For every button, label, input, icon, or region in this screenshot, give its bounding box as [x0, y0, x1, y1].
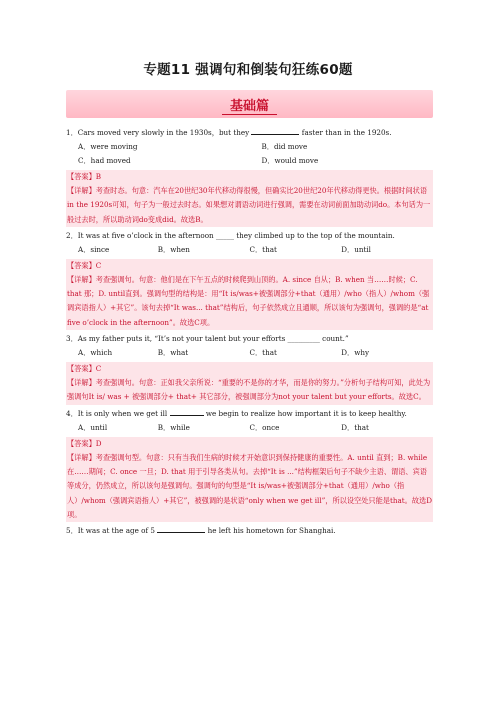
question-stem: 5．It was at the age of 5 he left his hometown for Shanghai. — [66, 526, 336, 536]
option-b: B．did move — [261, 142, 308, 151]
options-row — [66, 243, 433, 257]
answer-label: 【答案】D — [67, 438, 102, 448]
option-a: A．since — [78, 244, 110, 254]
answer-box — [66, 170, 433, 227]
question-3 — [66, 332, 433, 405]
explanation: 【详解】考查强调句型。句意：只有当我们生病的时候才开始意识到保持健康的重要性。A. until 直到；B. while 在……期间；C. once 一旦；D. that 用于引导各类从句。去掉“It is ...”结构框架后句子不缺少主语、谓语、宾语等成分，仍然成立，所以该句是强调句。强调句的句型是“It is/was+被强调部分+that（通用）/who（指人）/whom（强调宾语指人）+其它”，被强调的是状语“only when we get ill”，所以设空处只能是that。故选D项。 — [67, 452, 433, 519]
option-d: D．that — [341, 422, 369, 432]
options-row — [66, 140, 433, 154]
option-d: D．why — [341, 348, 370, 358]
question-list — [66, 126, 433, 538]
answer-blank — [170, 407, 204, 416]
option-c: C．that — [249, 348, 277, 358]
option-d: D．until — [341, 244, 371, 254]
answer-box — [66, 437, 433, 522]
options-row — [66, 421, 433, 435]
section-title: 基础篇 — [222, 99, 277, 115]
answer-blank — [157, 524, 205, 533]
question-stem: 1．Cars moved very slowly in the 1930s，but they faster than in the 1920s. — [66, 128, 392, 137]
question-4 — [66, 407, 433, 522]
answer-label: 【答案】C — [67, 364, 102, 374]
options-row — [66, 346, 433, 360]
explanation: 【详解】考查时态。句意：汽车在20世纪30年代移动得很慢，但确实比20世纪20年代移动得更快。根据时间状语 in the 1920s可知，句子为一般过去时态。如果想对谓语动词进行强调，需要在动词前面加助动词do。本句话为一般过去时，所以助动词do变成did。故选B。 — [67, 186, 431, 224]
options-row — [66, 154, 433, 168]
answer-label: 【答案】B — [67, 172, 102, 181]
question-stem: 4．It is only when we get ill we begin to realize how important it is to keep healthy. — [66, 408, 407, 418]
section-banner — [66, 90, 433, 118]
option-c: C．once — [249, 422, 280, 432]
question-stem: 3．As my father puts it, “It’s not your talent but your efforts _________ count.” — [66, 334, 349, 344]
option-a: A．which — [78, 348, 113, 358]
explanation: 【详解】考查强调句。句意：正如我父亲所说：“重要的不是你的才华，而是你的努力。”分析句子结构可知，此处为强调句It is/ was + 被强调部分+ that+ 其它部分，被强调部分为not your talent but your efforts。故选C。 — [67, 378, 431, 402]
answer-blank — [251, 126, 299, 135]
explanation: 【详解】考查强调句。句意：他们是在下午五点的时候爬到山顶的。A. since 自从；B. when 当……时候；C. that 那；D. until直到。强调句型的结构是：用“It is/was+被强调部分+that（通用）/who（指人）/whom（强调宾语指人）+其它”。该句去掉“It was... that”结构后，句子依然成立且通顺，所以该句为强调句，强调的是“at five o’clock in the afternoon”。故选C项。 — [67, 274, 430, 327]
option-c: C．had moved — [78, 156, 131, 165]
answer-label: 【答案】C — [67, 260, 102, 270]
option-c: C．that — [249, 244, 277, 254]
answer-box — [66, 259, 433, 330]
answer-box — [66, 362, 433, 405]
question-2 — [66, 229, 433, 330]
page-title: 专题11 强调句和倒装句狂练60题 — [143, 62, 353, 78]
question-5 — [66, 524, 433, 538]
option-a: A．were moving — [78, 142, 138, 151]
question-stem: 2．It was at five o’clock in the afternoon _____ they climbed up to the top of the mountain. — [66, 230, 395, 240]
option-b: B．when — [157, 244, 190, 254]
option-b: B．what — [157, 348, 189, 358]
option-b: B．while — [157, 422, 190, 432]
question-1 — [66, 126, 433, 227]
option-a: A．until — [78, 422, 108, 432]
option-d: D．would move — [261, 156, 319, 165]
